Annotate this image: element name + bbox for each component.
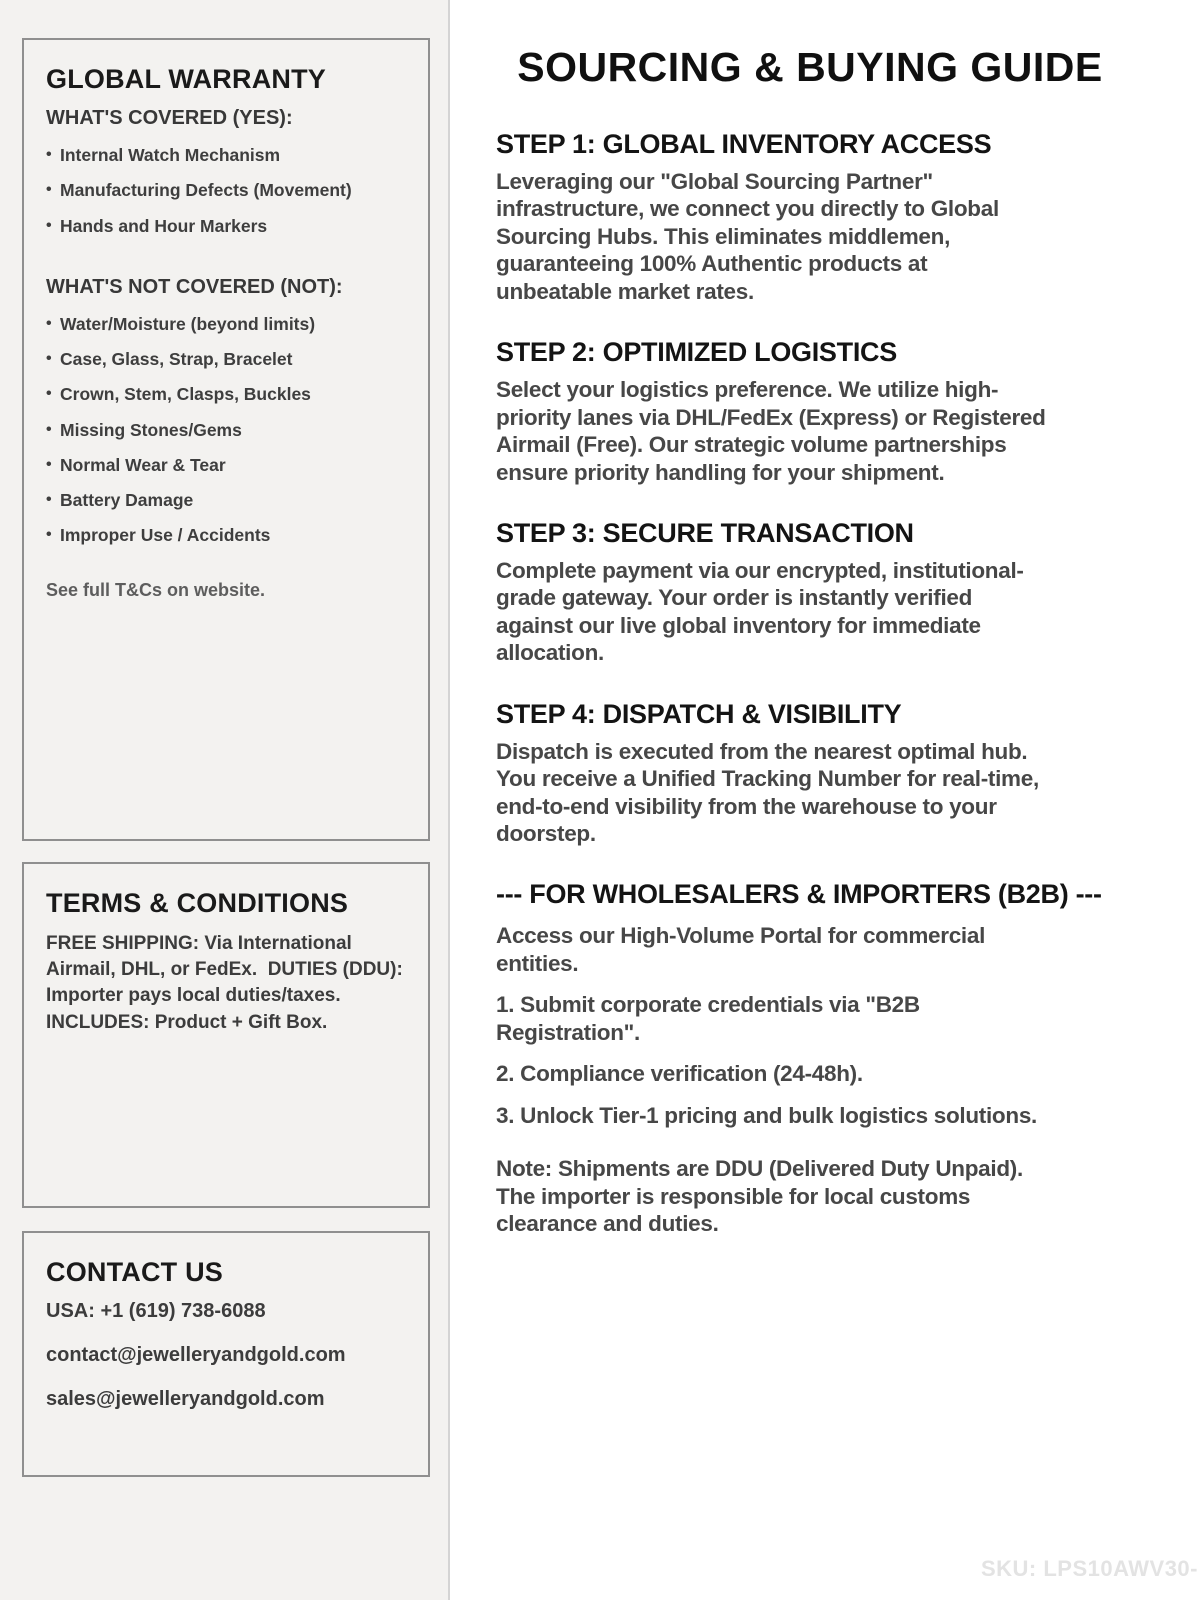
list-item: • Crown, Stem, Clasps, Buckles: [46, 385, 406, 404]
list-item: • Manufacturing Defects (Movement): [46, 181, 406, 200]
step-4-heading: STEP 4: DISPATCH & VISIBILITY: [496, 698, 902, 729]
contact-box: [22, 1231, 430, 1477]
warranty-box: [22, 38, 430, 841]
step-2-section: [496, 337, 1180, 486]
contact-title: CONTACT US: [46, 1257, 223, 1287]
list-item: • Improper Use / Accidents: [46, 526, 406, 545]
b2b-item-3: 3. Unlock Tier-1 pricing and bulk logistics solutions.: [496, 1102, 1037, 1128]
warranty-title: GLOBAL WARRANTY: [46, 64, 326, 94]
step-3-section: [496, 518, 1180, 667]
main-content: [452, 0, 1200, 1600]
b2b-section: [496, 879, 1180, 1237]
step-3-body: Complete payment via our encrypted, institutional-grade gateway. Your order is instantly verified against our live global inventory for immediate allocation.: [496, 557, 1024, 666]
list-item: • Case, Glass, Strap, Bracelet: [46, 350, 406, 369]
step-4-section: [496, 699, 1180, 848]
not-covered-subtitle: WHAT'S NOT COVERED (NOT):: [46, 275, 343, 298]
b2b-heading: --- FOR WHOLESALERS & IMPORTERS (B2B) ---: [496, 879, 1102, 910]
b2b-intro: Access our High-Volume Portal for commercial entities.: [496, 923, 986, 976]
terms-box: [22, 862, 430, 1208]
step-2-body: Select your logistics preference. We utilize high-priority lanes via DHL/FedEx (Express) or Registered Airmail (Free). Our strategic volume partnerships ensure priority handling for your shipment.: [496, 377, 1046, 485]
not-covered-list: [46, 315, 406, 546]
step-1-section: [496, 129, 1180, 305]
list-item: • Water/Moisture (beyond limits): [46, 315, 406, 334]
warranty-footnote: See full T&Cs on website.: [46, 579, 266, 600]
sidebar: [0, 0, 450, 1600]
terms-body: FREE SHIPPING: Via International Airmail, DHL, or FedEx. DUTIES (DDU): Importer pays local duties/taxes. INCLUDES: Product + Gift Box.: [46, 933, 409, 1033]
contact-phone: USA: +1 (619) 738-6088: [46, 1300, 266, 1322]
covered-subtitle: WHAT'S COVERED (YES):: [46, 107, 293, 129]
sku-label: SKU: LPS10AWV30-: [980, 1556, 1198, 1581]
step-1-heading: STEP 1: GLOBAL INVENTORY ACCESS: [496, 129, 992, 159]
contact-email: contact@jewelleryandgold.com: [46, 1344, 346, 1366]
list-item: • Hands and Hour Markers: [46, 217, 406, 236]
page-title: SOURCING & BUYING GUIDE: [517, 44, 1103, 90]
step-4-body: Dispatch is executed from the nearest optimal hub. You receive a Unified Tracking Number for real-time, end-to-end visibility from the warehouse to your doorstep.: [496, 738, 1039, 846]
step-1-body: Leveraging our "Global Sourcing Partner" infrastructure, we connect you directly to Global Sourcing Hubs. This eliminates middlemen, guaranteeing 100% Authentic products at unbeatable market rates.: [496, 169, 999, 304]
list-item: • Missing Stones/Gems: [46, 421, 406, 440]
b2b-item-2: 2. Compliance verification (24-48h).: [496, 1061, 863, 1087]
list-item: • Normal Wear & Tear: [46, 456, 406, 475]
step-3-heading: STEP 3: SECURE TRANSACTION: [496, 517, 914, 548]
b2b-note: Note: Shipments are DDU (Delivered Duty Unpaid). The importer is responsible for local customs clearance and duties.: [496, 1156, 1023, 1236]
step-2-heading: STEP 2: OPTIMIZED LOGISTICS: [496, 337, 897, 368]
contact-sales-email: sales@jewelleryandgold.com: [46, 1388, 325, 1410]
list-item: • Battery Damage: [46, 491, 406, 510]
terms-title: TERMS & CONDITIONS: [46, 888, 349, 918]
covered-list: [46, 146, 406, 236]
b2b-item-1: 1. Submit corporate credentials via "B2B Registration".: [496, 992, 920, 1045]
list-item: • Internal Watch Mechanism: [46, 146, 406, 165]
